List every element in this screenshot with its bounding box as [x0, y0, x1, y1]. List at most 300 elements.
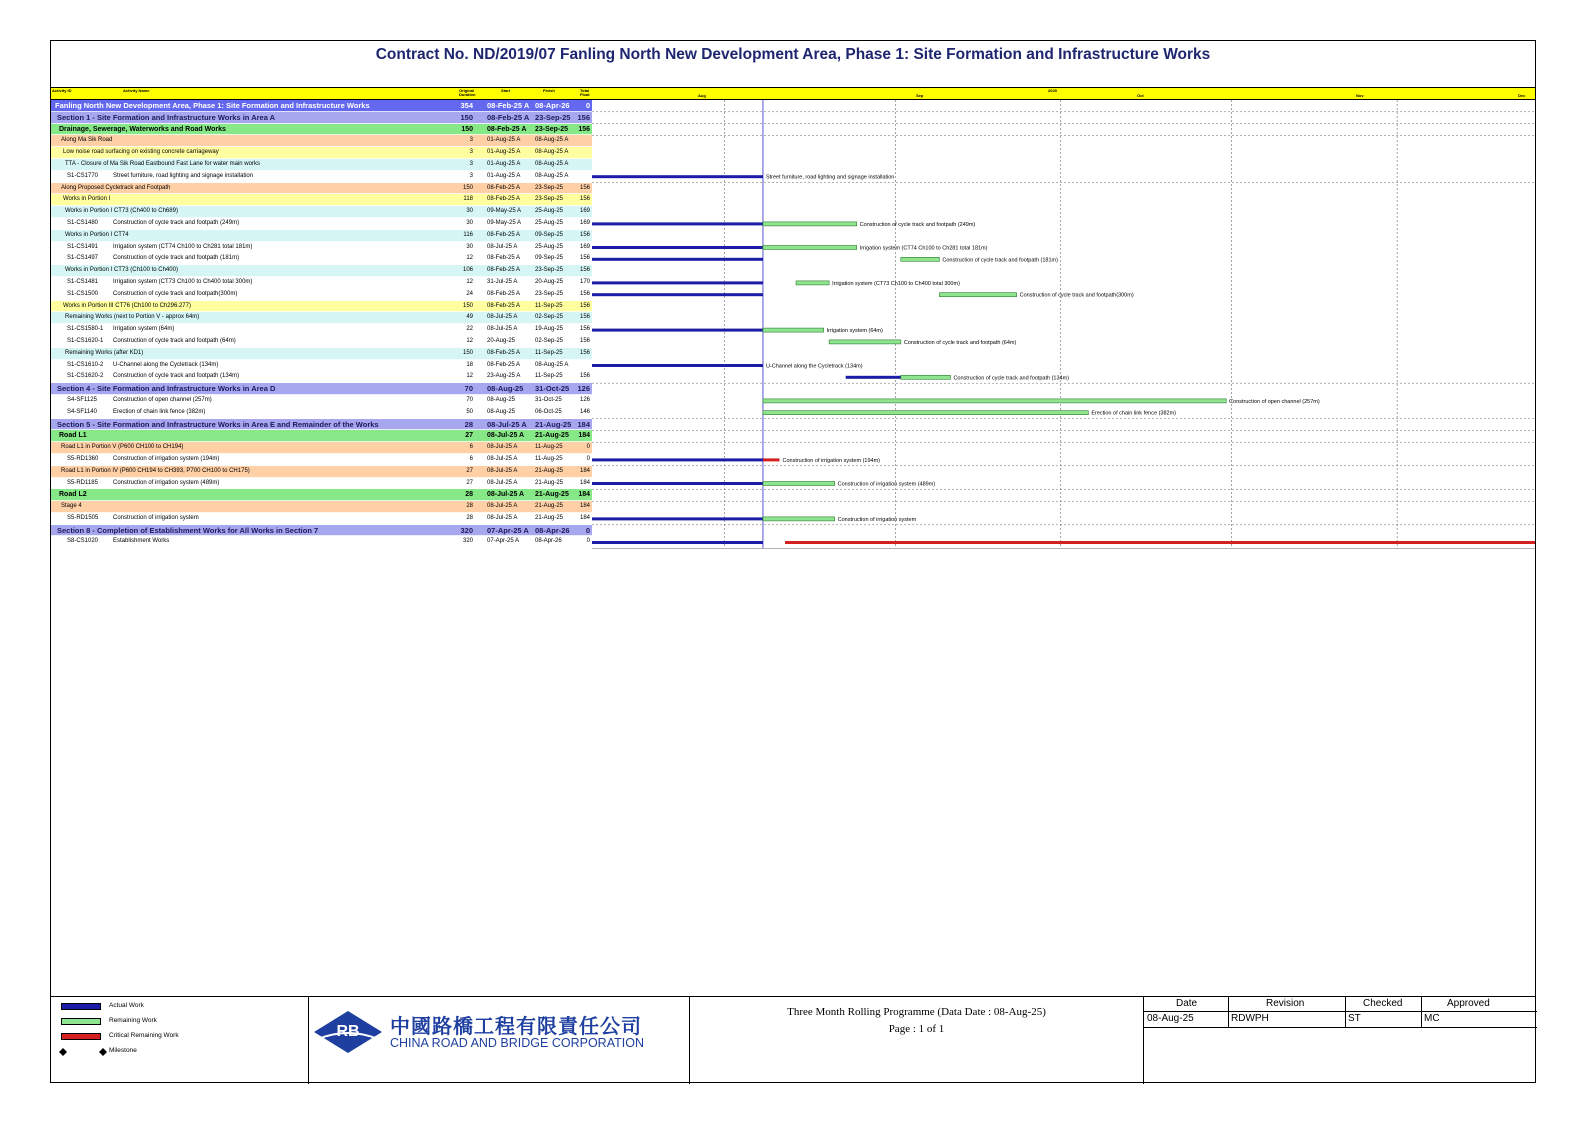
activity-name: U-Channel along the Cycletrack (134m)	[113, 361, 219, 368]
legend	[51, 997, 309, 1084]
original-duration: 12	[466, 278, 473, 285]
original-duration: 354	[460, 101, 473, 110]
start-date: 08-Aug-25	[487, 396, 516, 403]
wbs-row[interactable]	[51, 525, 592, 537]
page-number: Page : 1 of 1	[888, 1023, 945, 1035]
finish-date: 21-Aug-25	[535, 503, 564, 510]
total-float: 156	[579, 255, 590, 262]
start-date: 08-Jul-25 A	[487, 314, 518, 321]
original-duration: 3	[469, 172, 473, 179]
remaining-work-bar	[763, 399, 1226, 403]
wbs-name: Along Proposed Cycletrack and Footpath	[61, 184, 171, 191]
wbs-row[interactable]	[51, 430, 592, 442]
remaining-work-bar	[763, 517, 835, 521]
original-duration: 30	[466, 219, 473, 226]
remaining-work-bar	[763, 482, 835, 486]
activity-id: S1-CS1580-1	[67, 326, 104, 333]
wbs-name: Road L2	[59, 491, 87, 499]
original-duration: 28	[465, 491, 473, 499]
remaining-work-bar	[939, 293, 1016, 297]
start-date: 08-Jul-25 A	[487, 503, 518, 510]
timeline-year: 2025	[1048, 88, 1057, 93]
start-date: 08-Jul-25 A	[487, 514, 518, 521]
approval-approved: MC	[1424, 1013, 1440, 1024]
remaining-work-bar	[763, 222, 857, 226]
total-float: 169	[579, 208, 590, 215]
start-date: 08-Feb-25 A	[487, 196, 521, 203]
activity-row[interactable]	[51, 407, 592, 419]
activity-id: S4-SF1125	[67, 396, 97, 403]
finish-date: 31-Oct-25	[535, 396, 562, 403]
activity-name: Construction of cycle track and footpath (134m)	[113, 373, 240, 380]
total-float: 156	[577, 112, 590, 122]
activity-row[interactable]	[51, 242, 592, 254]
wbs-name: Works in Portion I	[63, 196, 111, 203]
original-duration: 30	[466, 208, 473, 215]
activity-id: S8-CS1020	[67, 538, 99, 545]
total-float: 146	[579, 408, 590, 415]
activity-name: Construction of irrigation system (194m)	[113, 455, 220, 462]
bar-label: Irrigation system (CT74 Ch100 to Ch281 total 181m)	[859, 245, 988, 252]
wbs-row[interactable]	[51, 194, 592, 206]
start-date: 08-Jul-25 A	[487, 444, 518, 451]
programme-sheet	[50, 40, 1536, 1083]
header-duration: Original Duration	[459, 88, 476, 97]
start-date: 08-Jul-25 A	[487, 432, 525, 440]
wbs-row[interactable]	[51, 206, 592, 218]
activity-id: S1-CS1480	[67, 219, 99, 226]
activity-row[interactable]	[51, 324, 592, 336]
wbs-name: Works in Portion I CT73 (Ch100 to Ch400)	[65, 267, 178, 274]
finish-date: 08-Apr-26	[535, 538, 562, 545]
original-duration: 50	[466, 408, 473, 415]
bar-label: Construction of cycle track and footpath(300m)	[1019, 292, 1134, 299]
company-block	[309, 997, 690, 1084]
company-name-english: CHINA ROAD AND BRIDGE CORPORATION	[390, 1036, 644, 1050]
original-duration: 70	[466, 396, 473, 403]
wbs-row[interactable]	[51, 301, 592, 313]
total-float: 0	[586, 444, 590, 451]
finish-date: 06-Oct-25	[535, 408, 562, 415]
activity-name: Construction of open channel (257m)	[113, 396, 212, 403]
start-date: 08-Feb-25 A	[487, 290, 521, 297]
company-name-chinese: 中國路橋工程有限責任公司	[390, 1016, 642, 1038]
activity-id: S1-CS1610-2	[67, 361, 104, 368]
total-float: 156	[579, 290, 590, 297]
wbs-row[interactable]	[51, 466, 592, 478]
wbs-name: Section 4 - Site Formation and Infrastructure Works in Area D	[57, 384, 276, 394]
wbs-row[interactable]	[51, 442, 592, 454]
timeline-header	[592, 87, 1535, 100]
start-date: 08-Feb-25 A	[487, 125, 527, 133]
legend-actual-swatch	[61, 1003, 101, 1010]
activity-table	[51, 87, 592, 548]
wbs-name: Road L1 in Portion IV (P600 CH194 to CH393, P700 CH100 to CH175)	[61, 467, 250, 474]
start-date: 01-Aug-25 A	[487, 172, 521, 179]
wbs-name: Works in Portion III CT76 (Ch100 to Ch296.277)	[63, 302, 191, 309]
total-float: 170	[579, 278, 590, 285]
total-float: 184	[578, 432, 590, 440]
bar-label: Construction of irrigation system (194m)	[782, 457, 881, 464]
finish-date: 21-Aug-25	[535, 491, 569, 499]
gantt-bars	[592, 100, 1535, 549]
total-float: 184	[579, 479, 590, 486]
original-duration: 18	[466, 361, 473, 368]
start-date: 08-Jul-25 A	[487, 479, 518, 486]
month-aug: Aug	[698, 93, 706, 98]
total-float: 184	[578, 491, 590, 499]
original-duration: 150	[460, 112, 473, 122]
original-duration: 116	[463, 231, 473, 238]
wbs-row[interactable]	[51, 183, 592, 195]
remaining-work-bar	[763, 411, 1088, 415]
finish-date: 23-Sep-25	[535, 267, 564, 274]
bar-label: Construction of open channel (257m)	[1229, 398, 1320, 405]
wbs-row[interactable]	[51, 312, 592, 324]
actual-work-bar	[846, 376, 901, 379]
total-float: 0	[585, 101, 590, 110]
finish-date: 23-Sep-25	[535, 184, 564, 191]
start-date: 08-Aug-25	[487, 408, 516, 415]
activity-name: Establishment Works	[113, 538, 170, 545]
legend-remaining-label: Remaining Work	[109, 1017, 157, 1024]
original-duration: 320	[462, 538, 473, 545]
wbs-name: Section 8 - Completion of Establishment Works for All Works in Section 7	[57, 525, 319, 535]
original-duration: 118	[463, 196, 473, 203]
activity-row[interactable]	[51, 289, 592, 301]
approval-header-date: Date	[1176, 998, 1198, 1009]
activity-id: S4-SF1140	[67, 408, 97, 415]
legend-critical-label: Critical Remaining Work	[109, 1032, 179, 1039]
approval-header-revision: Revision	[1266, 998, 1305, 1009]
activity-name: Construction of cycle track and footpath(300m)	[113, 290, 238, 297]
actual-work-bar	[592, 293, 763, 296]
start-date: 07-Apr-25 A	[487, 525, 529, 535]
total-float: 184	[579, 514, 590, 521]
wbs-name: Remaining Works (after KD1)	[65, 349, 144, 356]
total-float: 0	[585, 525, 590, 535]
wbs-name: Along Ma Sik Road	[61, 137, 113, 144]
total-float: 156	[579, 373, 590, 380]
company-logo	[312, 1009, 384, 1055]
bar-label: Erection of chain link fence (382m)	[1091, 410, 1177, 417]
start-date: 08-Aug-25	[487, 384, 524, 394]
total-float: 156	[579, 302, 590, 309]
start-date: 20-Aug-25	[487, 337, 516, 344]
header-activity-id: Activity ID	[52, 88, 72, 93]
wbs-row[interactable]	[51, 100, 592, 112]
finish-date: 25-Aug-25	[535, 219, 564, 226]
milestone-diamond-icon	[58, 1047, 108, 1057]
start-date: 09-May-25 A	[487, 208, 522, 215]
finish-date: 21-Aug-25	[535, 479, 564, 486]
actual-work-bar	[592, 364, 763, 367]
original-duration: 49	[466, 314, 473, 321]
activity-row[interactable]	[51, 513, 592, 525]
activity-name: Irrigation system (CT73 Ch100 to Ch400 total 300m)	[113, 278, 253, 285]
start-date: 08-Feb-25 A	[487, 349, 521, 356]
original-duration: 28	[466, 503, 473, 510]
logo-text: RB	[336, 1023, 360, 1040]
original-duration: 27	[466, 467, 473, 474]
wbs-row[interactable]	[51, 501, 592, 513]
actual-work-bar	[592, 458, 763, 461]
activity-id: S1-CS1481	[67, 278, 99, 285]
original-duration: 12	[466, 337, 473, 344]
activity-id: S1-CS1491	[67, 243, 99, 250]
wbs-row[interactable]	[51, 124, 592, 136]
original-duration: 150	[461, 125, 473, 133]
activity-row[interactable]	[51, 171, 592, 183]
wbs-row[interactable]	[51, 147, 592, 159]
original-duration: 3	[469, 160, 473, 167]
start-date: 23-Aug-25 A	[487, 373, 521, 380]
wbs-name: Fanling North New Development Area, Phase 1: Site Formation and Infrastructure Works	[55, 101, 370, 110]
total-float: 156	[579, 326, 590, 333]
month-oct: Oct	[1137, 93, 1144, 98]
remaining-work-bar	[796, 281, 829, 285]
bar-label: Street furniture, road lighting and signage installation	[765, 174, 895, 181]
remaining-work-bar	[901, 257, 940, 261]
wbs-name: TTA - Closure of Ma Sik Road Eastbound Fast Lane for water main works	[65, 160, 260, 167]
activity-name: Construction of cycle track and footpath (249m)	[113, 219, 240, 226]
wbs-row[interactable]	[51, 230, 592, 242]
wbs-row[interactable]	[51, 112, 592, 124]
start-date: 08-Jul-25 A	[487, 243, 518, 250]
total-float: 126	[577, 384, 590, 394]
actual-work-bar	[592, 258, 763, 261]
original-duration: 27	[466, 479, 473, 486]
start-date: 08-Jul-25 A	[487, 419, 527, 429]
month-nov: Nov	[1356, 93, 1364, 98]
original-duration: 6	[469, 455, 473, 462]
original-duration: 320	[460, 525, 473, 535]
finish-date: 20-Aug-25	[535, 278, 564, 285]
activity-row[interactable]	[51, 336, 592, 348]
activity-id: S5-RD1185	[67, 479, 98, 486]
legend-milestone-label: Milestone	[109, 1047, 137, 1054]
wbs-name: Low noise road surfacing on existing concrete carriageway	[63, 149, 219, 156]
approval-date: 08-Aug-25	[1147, 1013, 1194, 1024]
finish-date: 09-Sep-25	[535, 231, 564, 238]
remaining-work-bar	[763, 328, 824, 332]
title-block	[51, 996, 1535, 1084]
activity-name: Construction of cycle track and footpath (64m)	[113, 337, 236, 344]
activity-name: Irrigation system (64m)	[113, 326, 175, 333]
start-date: 08-Feb-25 A	[487, 101, 530, 110]
approval-header-approved: Approved	[1447, 998, 1490, 1009]
wbs-name: Road L1	[59, 432, 87, 440]
finish-date: 23-Sep-25	[535, 125, 569, 133]
total-float: 0	[586, 455, 590, 462]
original-duration: 28	[464, 419, 473, 429]
activity-id: S5-RD1360	[67, 455, 99, 462]
activity-id: S1-CS1620-2	[67, 373, 104, 380]
programme-block	[690, 997, 1144, 1084]
page-title: Contract No. ND/2019/07 Fanling North New Development Area, Phase 1: Site Formation and Infrastructure Works	[375, 46, 1211, 63]
wbs-name: Remaining Works (next to Portion V - approx 64m)	[65, 314, 200, 321]
original-duration: 150	[462, 184, 473, 191]
total-float: 169	[579, 243, 590, 250]
start-date: 08-Feb-25 A	[487, 267, 521, 274]
finish-date: 11-Aug-25	[535, 455, 563, 462]
legend-critical-swatch	[61, 1033, 101, 1040]
start-date: 08-Jul-25 A	[487, 326, 518, 333]
approval-block	[1144, 997, 1537, 1084]
wbs-name: Works in Portion I CT73 (Ch400 to Ch689)	[65, 208, 178, 215]
finish-date: 08-Aug-25 A	[535, 172, 569, 179]
activity-id: S5-RD1505	[67, 514, 99, 521]
wbs-name: Section 1 - Site Formation and Infrastructure Works in Area A	[57, 112, 276, 122]
finish-date: 11-Aug-25	[535, 444, 563, 451]
activity-row[interactable]	[51, 360, 592, 372]
wbs-row[interactable]	[51, 419, 592, 431]
activity-name: Construction of irrigation system	[113, 514, 199, 521]
original-duration: 24	[466, 290, 473, 297]
original-duration: 3	[469, 149, 473, 156]
activity-id: S1-CS1620-1	[67, 337, 104, 344]
finish-date: 08-Aug-25 A	[535, 137, 569, 144]
programme-title: Three Month Rolling Programme (Data Date : 08-Aug-25)	[787, 1006, 1046, 1018]
activity-rows	[51, 100, 592, 548]
activity-row[interactable]	[51, 536, 592, 548]
header-activity-name: Activity Name	[123, 88, 150, 93]
table-header	[51, 87, 592, 100]
activity-name: Construction of cycle track and footpath (181m)	[113, 255, 240, 262]
actual-work-bar	[592, 246, 763, 249]
start-date: 08-Feb-25 A	[487, 112, 530, 122]
finish-date: 23-Sep-25	[535, 196, 564, 203]
activity-row[interactable]	[51, 253, 592, 265]
finish-date: 08-Apr-26	[535, 101, 570, 110]
month-dec: Dec	[1518, 93, 1526, 98]
activity-id: S1-CS1497	[67, 255, 99, 262]
bar-label: Construction of irrigation system	[837, 516, 917, 523]
finish-date: 11-Sep-25	[535, 302, 563, 309]
total-float: 169	[579, 219, 590, 226]
original-duration: 12	[466, 373, 473, 380]
start-date: 08-Feb-25 A	[487, 184, 521, 191]
wbs-row[interactable]	[51, 348, 592, 360]
bar-label: Irrigation system (64m)	[826, 328, 883, 335]
finish-date: 21-Aug-25	[535, 419, 572, 429]
total-float: 156	[579, 267, 590, 274]
original-duration: 6	[469, 444, 473, 451]
gantt-chart	[592, 87, 1535, 523]
total-float: 156	[578, 125, 590, 133]
activity-row[interactable]	[51, 371, 592, 383]
finish-date: 08-Aug-25 A	[535, 160, 569, 167]
wbs-row[interactable]	[51, 265, 592, 277]
start-date: 08-Jul-25 A	[487, 467, 518, 474]
header-start: Start	[501, 88, 511, 93]
start-date: 08-Feb-25 A	[487, 361, 521, 368]
total-float: 184	[579, 467, 590, 474]
original-duration: 150	[462, 349, 473, 356]
total-float: 0	[586, 538, 590, 545]
finish-date: 21-Aug-25	[535, 514, 564, 521]
original-duration: 28	[466, 514, 473, 521]
finish-date: 19-Aug-25	[535, 326, 564, 333]
total-float: 156	[579, 196, 590, 203]
original-duration: 150	[462, 302, 473, 309]
activity-row[interactable]	[51, 454, 592, 466]
wbs-row[interactable]	[51, 159, 592, 171]
total-float: 156	[579, 184, 590, 191]
bar-label: Construction of cycle track and footpath (249m)	[859, 221, 976, 228]
bar-label: Construction of cycle track and footpath (134m)	[953, 375, 1070, 382]
actual-work-bar	[592, 175, 763, 178]
original-duration: 30	[466, 243, 473, 250]
actual-work-bar	[592, 329, 763, 332]
wbs-row[interactable]	[51, 135, 592, 147]
remaining-work-bar	[829, 340, 901, 344]
activity-name: Construction of irrigation system (489m)	[113, 479, 220, 486]
activity-row[interactable]	[51, 218, 592, 230]
total-float: 184	[577, 419, 590, 429]
finish-date: 21-Aug-25	[535, 432, 569, 440]
activity-row[interactable]	[51, 395, 592, 407]
total-float: 156	[579, 337, 590, 344]
start-date: 07-Apr-25 A	[487, 538, 520, 545]
start-date: 09-May-25 A	[487, 219, 522, 226]
finish-date: 11-Sep-25	[535, 349, 563, 356]
finish-date: 21-Aug-25	[535, 467, 564, 474]
activity-name: Street furniture, road lighting and signage installation	[113, 172, 254, 179]
activity-row[interactable]	[51, 478, 592, 490]
bar-label: U-Channel along the Cycletrack (134m)	[765, 363, 863, 370]
legend-actual-label: Actual Work	[109, 1002, 144, 1009]
critical-work-bar	[763, 458, 780, 461]
finish-date: 25-Aug-25	[535, 243, 564, 250]
header-finish: Finish	[543, 88, 555, 93]
start-date: 01-Aug-25 A	[487, 160, 521, 167]
finish-date: 31-Oct-25	[535, 384, 570, 394]
start-date: 31-Jul-25 A	[487, 278, 518, 285]
original-duration: 106	[462, 267, 473, 274]
start-date: 08-Jul-25 A	[487, 491, 525, 499]
total-float: 184	[579, 503, 590, 510]
total-float: 156	[579, 314, 590, 321]
bar-label: Construction of irrigation system (489m)	[837, 481, 936, 488]
actual-work-bar	[592, 281, 763, 284]
original-duration: 22	[466, 326, 473, 333]
finish-date: 02-Sep-25	[535, 314, 564, 321]
activity-row[interactable]	[51, 277, 592, 289]
actual-work-bar	[592, 541, 763, 544]
legend-remaining-swatch	[61, 1018, 101, 1025]
finish-date: 23-Sep-25	[535, 112, 571, 122]
remaining-work-bar	[901, 375, 951, 379]
wbs-row[interactable]	[51, 383, 592, 395]
activity-id: S1-CS1500	[67, 290, 99, 297]
wbs-name: Stage 4	[61, 503, 82, 510]
month-sep: Sep	[916, 93, 924, 98]
bar-label: Construction of cycle track and footpath (181m)	[942, 257, 1058, 264]
original-duration: 3	[469, 137, 473, 144]
actual-work-bar	[592, 517, 763, 520]
finish-date: 25-Aug-25	[535, 208, 564, 215]
start-date: 08-Feb-25 A	[487, 255, 521, 262]
total-float: 156	[579, 349, 590, 356]
approval-checked: ST	[1348, 1013, 1361, 1024]
finish-date: 02-Sep-25	[535, 337, 564, 344]
start-date: 08-Feb-25 A	[487, 231, 521, 238]
wbs-row[interactable]	[51, 489, 592, 501]
actual-work-bar	[592, 222, 763, 225]
start-date: 01-Aug-25 A	[487, 137, 521, 144]
bar-label: Construction of cycle track and footpath (64m)	[903, 339, 1017, 346]
